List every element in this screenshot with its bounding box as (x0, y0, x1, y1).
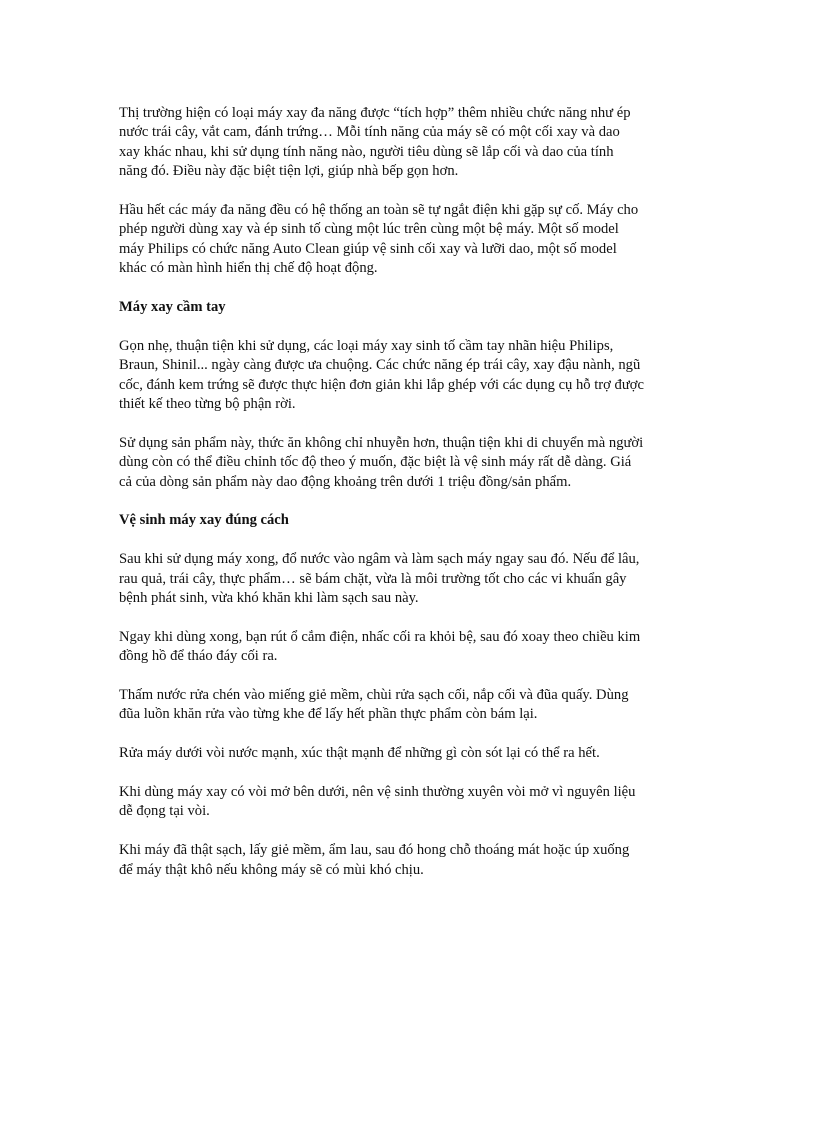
paragraph-line: Khi dùng máy xay có vòi mở bên dưới, nên vệ sinh thường xuyên vòi mở vì nguyên liệu (119, 784, 636, 801)
paragraph-line: phép người dùng xay và ép sinh tố cùng một lúc trên cùng một bệ máy. Một số model (119, 221, 619, 238)
paragraph-line: dễ đọng tại vòi. (119, 803, 210, 820)
paragraph-line: cả của dòng sản phẩm này dao động khoảng trên dưới 1 triệu đồng/sản phẩm. (119, 473, 572, 490)
paragraph-line: bệnh phát sinh, vừa khó khăn khi làm sạch sau này. (119, 590, 419, 607)
paragraph (119, 841, 699, 880)
paragraph-line: Ngay khi dùng xong, bạn rút ổ cắm điện, nhấc cối ra khỏi bệ, sau đó xoay theo chiều kim (119, 628, 641, 645)
paragraph-line: xay khác nhau, khi sử dụng tính năng nào, người tiêu dùng sẽ lắp cối và dao của tính (119, 143, 614, 160)
paragraph-line: đũa luồn khăn rửa vào từng khe để lấy hết phần thực phẩm còn bám lại. (119, 706, 538, 723)
paragraph (119, 434, 699, 492)
paragraph-line: thiết kế theo từng bộ phận rời. (119, 396, 296, 413)
paragraph-line: để máy thật khô nếu không máy sẽ có mùi khó chịu. (119, 861, 424, 878)
paragraph-line: máy Philips có chức năng Auto Clean giúp vệ sinh cối xay và lưỡi dao, một số model (119, 240, 617, 257)
paragraph-line: Khi máy đã thật sạch, lấy giẻ mềm, ẩm lau, sau đó hong chỗ thoáng mát hoặc úp xuống (119, 842, 630, 859)
paragraph-line: dùng còn có thể điều chỉnh tốc độ theo ý muốn, đặc biệt là vệ sinh máy rất dễ dàng. Giá (119, 454, 632, 471)
paragraph-line: đồng hồ để tháo đáy cối ra. (119, 648, 278, 665)
paragraph (119, 337, 699, 415)
paragraph (119, 104, 699, 182)
paragraph (119, 201, 699, 279)
paragraph (119, 783, 699, 822)
paragraph (119, 550, 699, 608)
paragraph (119, 628, 699, 667)
paragraph-line: khác có màn hình hiển thị chế độ hoạt động. (119, 260, 378, 277)
paragraph-line: rau quả, trái cây, thực phẩm… sẽ bám chặt, vừa là môi trường tốt cho các vi khuẩn gây (119, 570, 627, 587)
document-body (119, 104, 699, 899)
paragraph-line: Sử dụng sản phẩm này, thức ăn không chỉ nhuyễn hơn, thuận tiện khi di chuyển mà người (119, 434, 644, 451)
paragraph-line: Thấm nước rửa chén vào miếng giẻ mềm, chùi rửa sạch cối, nắp cối và đũa quấy. Dùng (119, 687, 629, 704)
section-heading: Máy xay cầm tay (119, 299, 226, 316)
paragraph-line: Sau khi sử dụng máy xong, đổ nước vào ngâm và làm sạch máy ngay sau đó. Nếu để lâu, (119, 551, 640, 568)
paragraph-line: cốc, đánh kem trứng sẽ được thực hiện đơn giản khi lắp ghép với các dụng cụ hỗ trợ được (119, 376, 644, 393)
paragraph-line: nước trái cây, vắt cam, đánh trứng… Mỗi tính năng của máy sẽ có một cối xay và dao (119, 124, 620, 141)
paragraph (119, 686, 699, 725)
paragraph-line: Gọn nhẹ, thuận tiện khi sử dụng, các loại máy xay sinh tố cầm tay nhãn hiệu Philips, (119, 337, 614, 354)
paragraph (119, 744, 699, 763)
paragraph-line: năng đó. Điều này đặc biệt tiện lợi, giúp nhà bếp gọn hơn. (119, 163, 459, 180)
paragraph-line: Thị trường hiện có loại máy xay đa năng được “tích hợp” thêm nhiều chức năng như ép (119, 105, 631, 121)
section-heading: Vệ sinh máy xay đúng cách (119, 512, 289, 529)
paragraph-line: Hầu hết các máy đa năng đều có hệ thống an toàn sẽ tự ngắt điện khi gặp sự cố. Máy cho (119, 202, 639, 219)
paragraph-line: Braun, Shinil... ngày càng được ưa chuộng. Các chức năng ép trái cây, xay đậu nành, ngũ (119, 357, 641, 374)
paragraph-line: Rửa máy dưới vòi nước mạnh, xúc thật mạnh để những gì còn sót lại có thể ra hết. (119, 745, 600, 762)
